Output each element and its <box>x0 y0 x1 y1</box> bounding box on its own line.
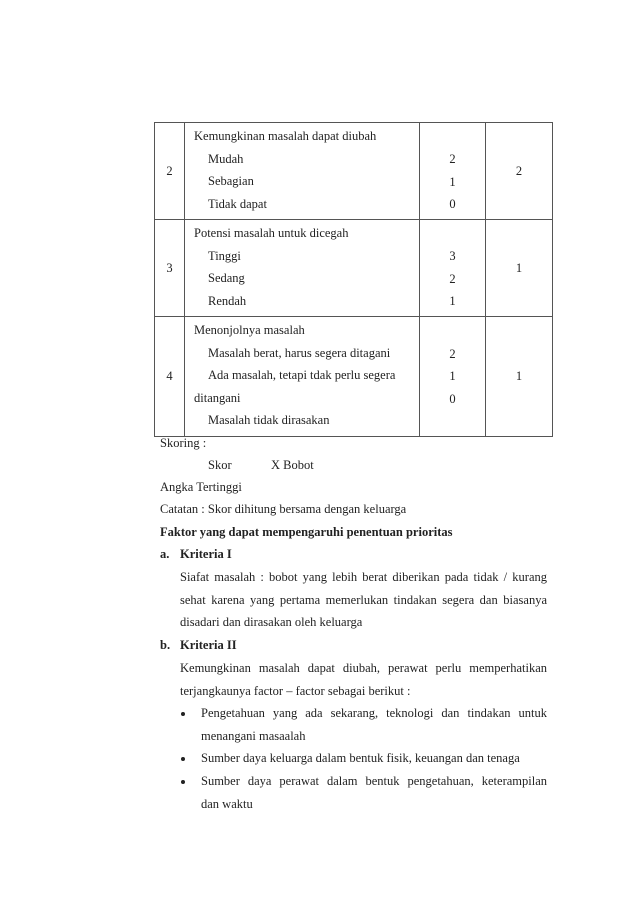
formula-bobot: X Bobot <box>271 458 314 472</box>
table-row <box>155 317 553 437</box>
score-value: 2 <box>449 271 456 286</box>
score-value: 1 <box>449 294 456 309</box>
weight-cell: 1 <box>486 220 553 317</box>
criteria-b-text: terjangkaunya factor – factor sebagai berikut : <box>180 684 411 698</box>
bullet-text: Sumber daya keluarga dalam bentuk fisik, keuangan dan tenaga <box>201 751 520 765</box>
weight-cell: 2 <box>486 123 553 220</box>
criteria-option: Tidak dapat <box>208 196 267 211</box>
priority-table <box>154 122 553 437</box>
criteria-b-title: Kriteria II <box>180 638 237 652</box>
bullet-text: menangani masaalah <box>201 729 306 743</box>
score-value: 1 <box>449 174 456 189</box>
criteria-option: Masalah berat, harus segera ditagani <box>208 345 391 360</box>
score-value: 0 <box>449 391 456 406</box>
skoring-label: Skoring : <box>160 436 207 450</box>
criteria-option: Mudah <box>208 151 244 166</box>
list-marker-b: b. <box>160 638 171 652</box>
table-row <box>155 123 553 220</box>
bullet-icon <box>181 780 185 784</box>
score-value: 3 <box>449 249 456 264</box>
criteria-a-text: sehat karena yang pertama memerlukan tindakan segera dan biasanya <box>180 593 547 607</box>
criteria-cell <box>185 123 420 220</box>
bullet-text: dan waktu <box>201 797 253 811</box>
criteria-b-text: Kemungkinan masalah dapat diubah, perawat perlu memperhatikan <box>180 661 547 675</box>
bullet-text: Sumber daya perawat dalam bentuk pengetahuan, keterampilan <box>201 774 547 788</box>
score-value: 2 <box>449 152 456 167</box>
criteria-option: Tinggi <box>208 248 241 263</box>
bullet-icon <box>181 712 185 716</box>
criteria-title: Menonjolnya masalah <box>194 323 305 337</box>
criteria-option: ditangani <box>194 390 241 405</box>
score-cell <box>420 220 486 317</box>
criteria-option: Sebagian <box>208 174 254 188</box>
criteria-cell <box>185 317 420 437</box>
formula-skor: Skor <box>208 458 232 472</box>
weight-cell: 1 <box>486 317 553 437</box>
row-number: 4 <box>155 317 185 437</box>
formula-denominator: Angka Tertinggi <box>160 480 242 494</box>
catatan-note: Catatan : Skor dihitung bersama dengan keluarga <box>160 502 407 516</box>
criteria-option: Ada masalah, tetapi tdak perlu segera <box>208 368 396 382</box>
score-value: 0 <box>449 197 456 212</box>
table-row <box>155 220 553 317</box>
bullet-text: Pengetahuan yang ada sekarang, teknologi dan tindakan untuk <box>201 706 547 720</box>
criteria-a-text: disadari dan dirasakan oleh keluarga <box>180 615 363 629</box>
bullet-icon <box>181 757 185 761</box>
row-number: 3 <box>155 220 185 317</box>
criteria-title: Potensi masalah untuk dicegah <box>194 226 349 240</box>
criteria-option: Rendah <box>208 293 247 308</box>
score-value: 1 <box>449 369 456 383</box>
criteria-option: Sedang <box>208 271 245 285</box>
row-number: 2 <box>155 123 185 220</box>
criteria-title: Kemungkinan masalah dapat diubah <box>194 129 377 143</box>
score-cell <box>420 317 486 437</box>
criteria-a-text: Siafat masalah : bobot yang lebih berat diberikan pada tidak / kurang <box>180 570 547 584</box>
list-marker-a: a. <box>160 547 170 561</box>
criteria-option: Masalah tidak dirasakan <box>208 413 330 427</box>
criteria-cell <box>185 220 420 317</box>
factors-heading: Faktor yang dapat mempengaruhi penentuan prioritas <box>160 525 453 539</box>
score-cell <box>420 123 486 220</box>
criteria-a-title: Kriteria I <box>180 547 232 561</box>
score-value: 2 <box>449 346 456 361</box>
